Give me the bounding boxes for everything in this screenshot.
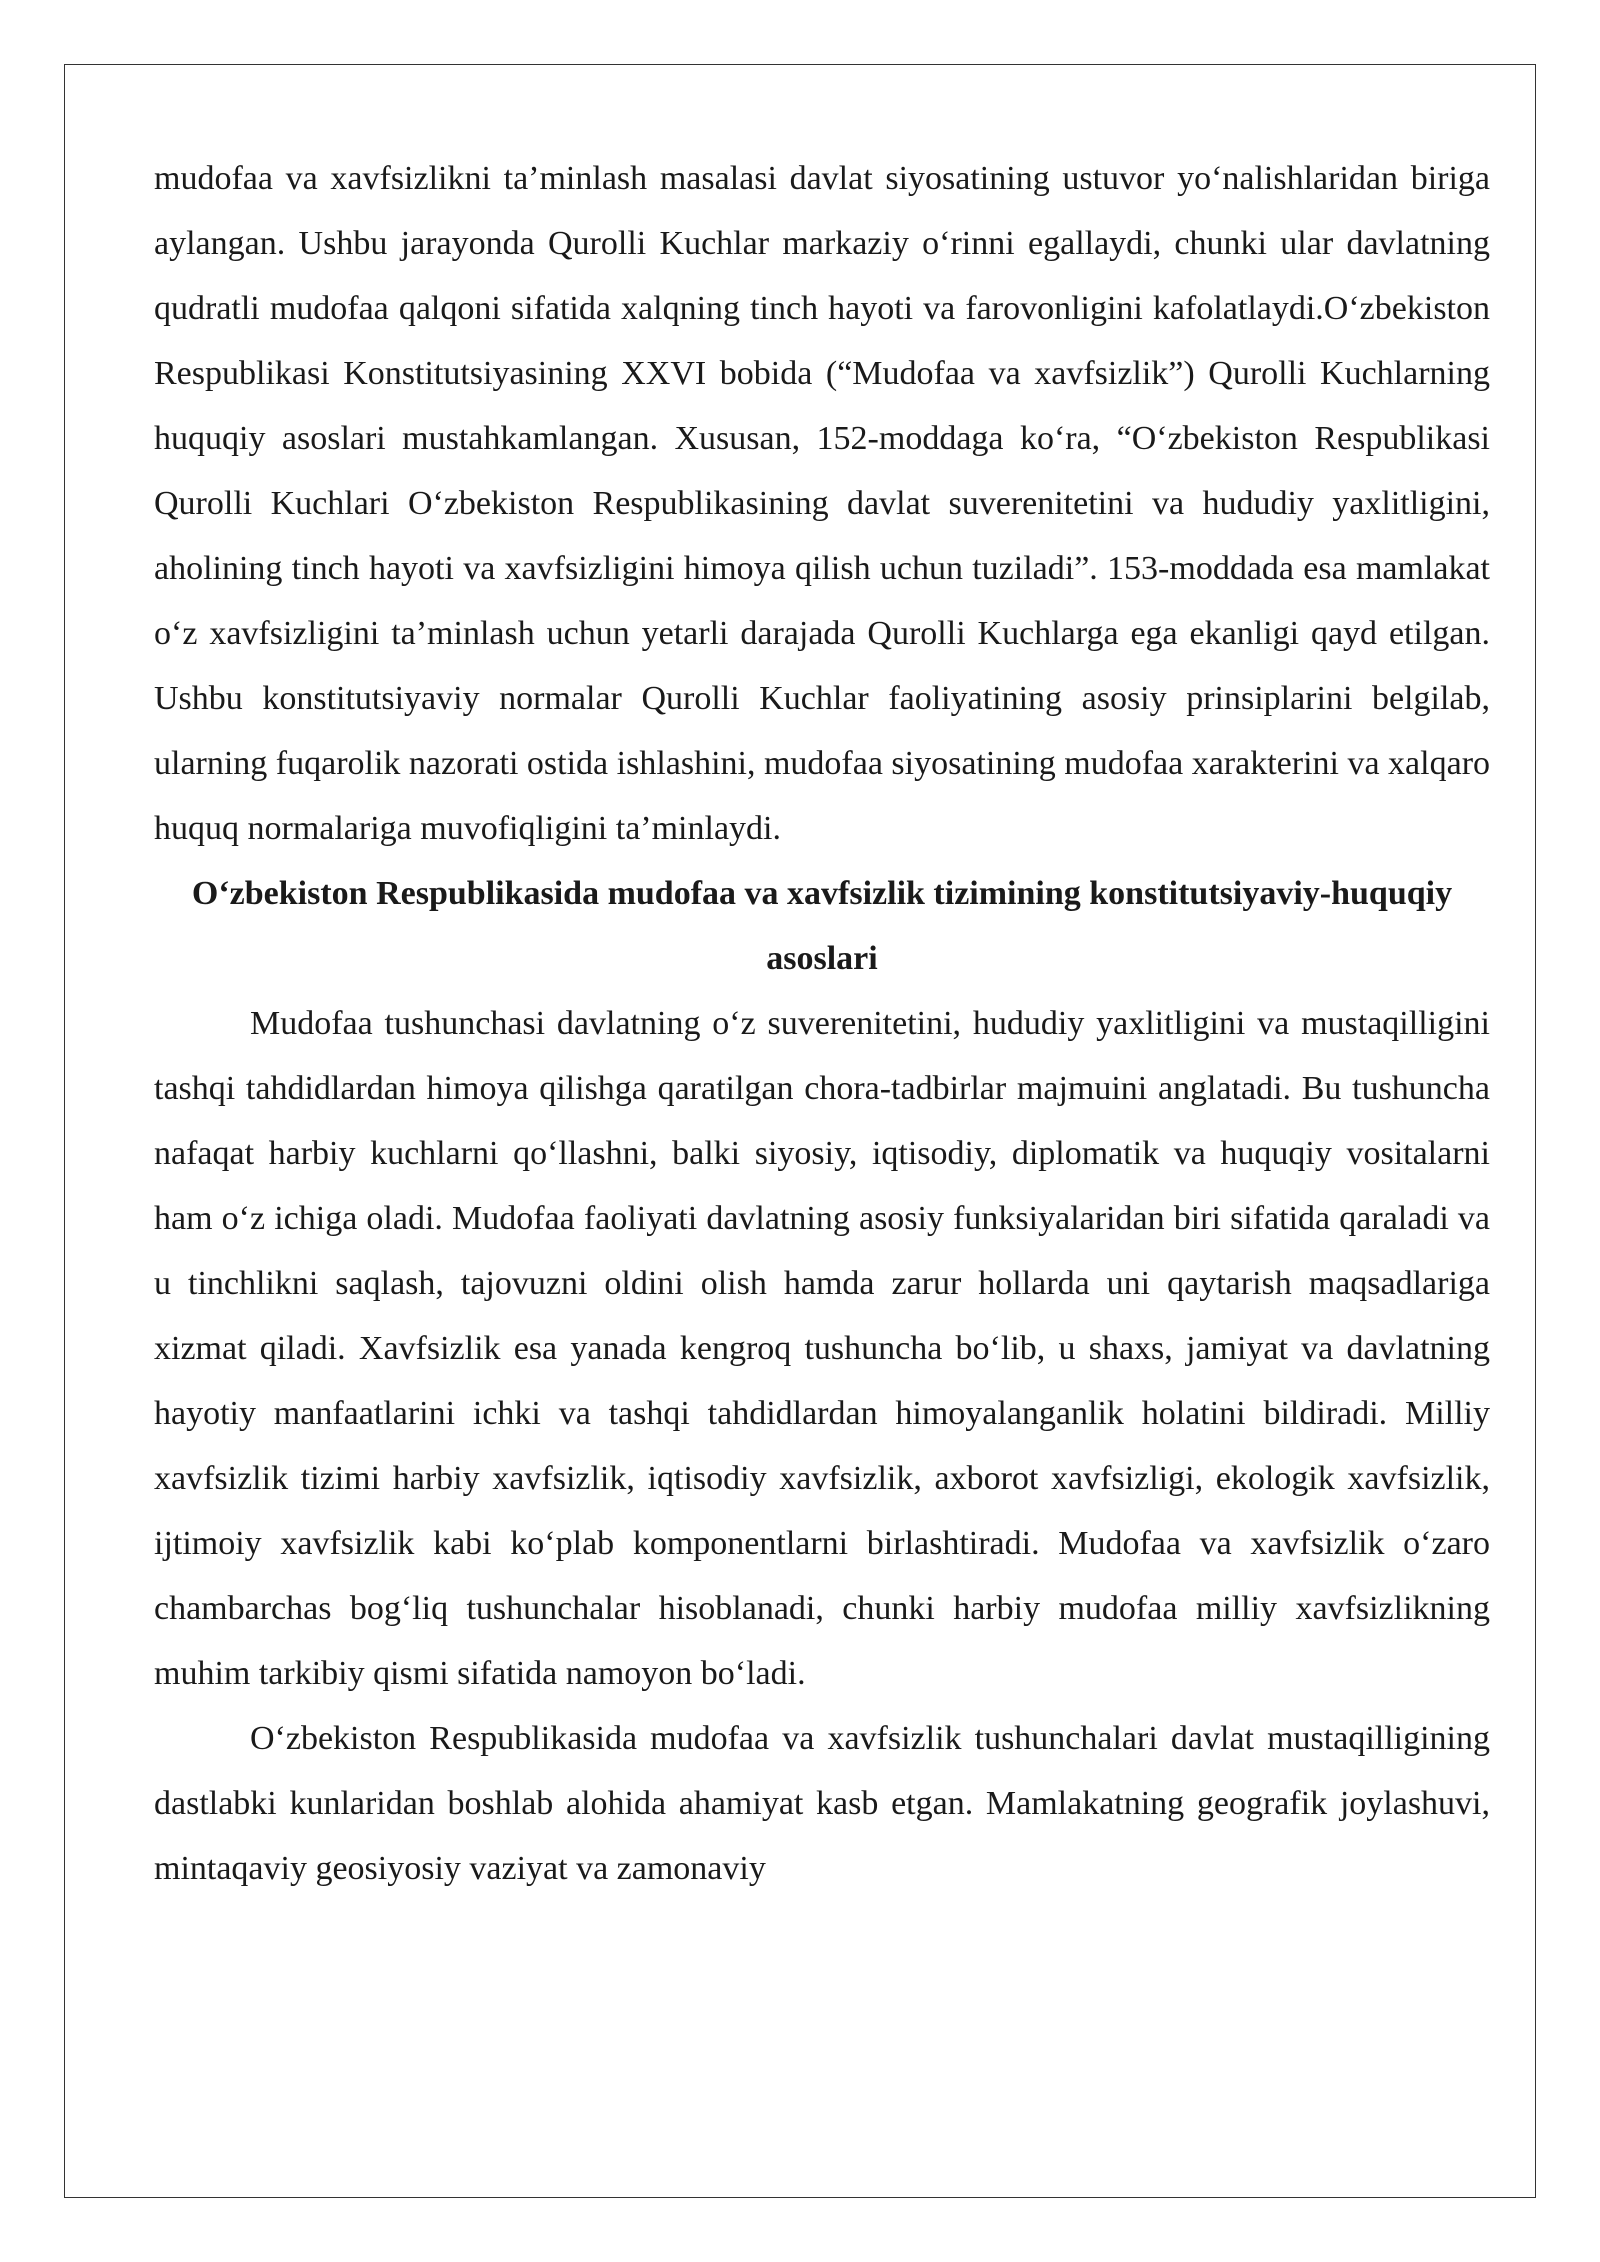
paragraph-uzbekistan-context: O‘zbekiston Respublikasida mudofaa va xavfsizlik tushunchalari davlat mustaqilligining dastlabki kunlaridan boshlab alohida ahamiyat kasb etgan. Mamlakatning geografik joylashuvi, mintaqaviy geosiyosiy vaziyat va zamonaviy — [154, 1720, 1490, 1887]
paragraph-defense-concept: Mudofaa tushunchasi davlatning o‘z suverenitetini, hududiy yaxlitligini va mustaqilligini tashqi tahdidlardan himoya qilishga qaratilgan chora-tadbirlar majmuini anglatadi. Bu tushuncha nafaqat harbiy kuchlarni qo‘llashni, balki siyosiy, iqtisodiy, diplomatik va huquqiy vositalarni ham o‘z ichiga oladi. Mudofaa faoliyati davlatning asosiy funksiyalaridan biri sifatida qaraladi va u tinchlikni saqlash, tajovuzni oldini olish hamda zarur hollarda uni qaytarish maqsadlariga xizmat qiladi. Xavfsizlik esa yanada kengroq tushuncha bo‘lib, u shaxs, jamiyat va davlatning hayotiy manfaatlarini ichki va tashqi tahdidlardan himoyalanganlik holatini bildiradi. Milliy xavfsizlik tizimi harbiy xavfsizlik, iqtisodiy xavfsizlik, axborot xavfsizligi, ekologik xavfsizlik, ijtimoiy xavfsizlik kabi ko‘plab komponentlarni birlashtiradi. Mudofaa va xavfsizlik o‘zaro chambarchas bog‘liq tushunchalar hisoblanadi, chunki harbiy mudofaa milliy xavfsizlikning muhim tarkibiy qismi sifatida namoyon bo‘ladi. — [154, 1005, 1490, 1692]
paragraph-intro: mudofaa va xavfsizlikni ta’minlash masalasi davlat siyosatining ustuvor yo‘nalishlaridan biriga aylangan. Ushbu jarayonda Qurolli Kuchlar markaziy o‘rinni egallaydi, chunki ular davlatning qudratli mudofaa qalqoni sifatida xalqning tinch hayoti va farovonligini kafolatlaydi.O‘zbekiston Respublikasi Konstitutsiyasining XXVI bobida (“Mudofaa va xavfsizlik”) Qurolli Kuchlarning huquqiy asoslari mustahkamlangan. Xususan, 152-moddaga ko‘ra, “O‘zbekiston Respublikasi Qurolli Kuchlari O‘zbekiston Respublikasining davlat suverenitetini va hududiy yaxlitligini, aholining tinch hayoti va xavfsizligini himoya qilish uchun tuziladi”. 153-moddada esa mamlakat o‘z xavfsizligini ta’minlash uchun yetarli darajada Qurolli Kuchlarga ega ekanligi qayd etilgan. Ushbu konstitutsiyaviy normalar Qurolli Kuchlar faoliyatining asosiy prinsiplarini belgilab, ularning fuqarolik nazorati ostida ishlashini, mudofaa siyosatining mudofaa xarakterini va xalqaro huquq normalariga muvofiqligini ta’minlaydi. — [154, 160, 1491, 847]
section-heading: O‘zbekiston Respublikasida mudofaa va xavfsizlik tizimining konstitutsiyaviy-huquqiy asoslari — [191, 875, 1453, 977]
document-body — [154, 146, 1490, 1901]
